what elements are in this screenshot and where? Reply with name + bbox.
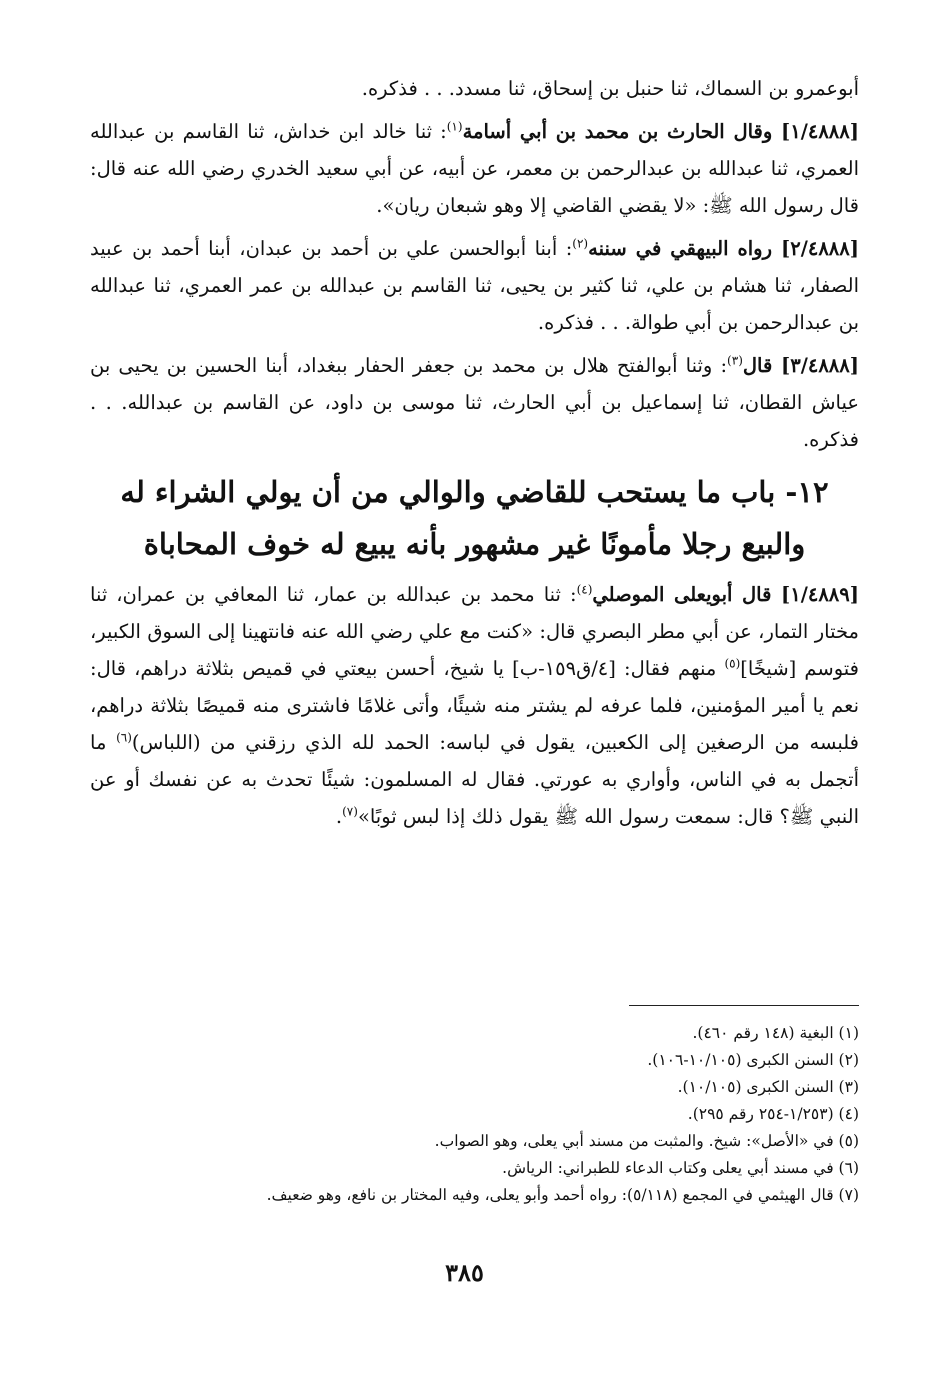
- hadith-heading: [١/٤٨٨٩] قال أبويعلى الموصلي: [592, 583, 859, 606]
- footnote-6: (٦) في مسند أبي يعلى وكتاب الدعاء للطبراني: الرياش.: [502, 1159, 859, 1177]
- chapter-heading: [90, 466, 859, 570]
- hadith-text-a: : ثنا محمد بن عبدالله بن عمار، ثنا المعافي بن عمران، ثنا مختار التمار، عن أبي مطر البصري قال: «كنت مع علي رضي الله عنه فانتهينا إلى السوق الكبير، فتوسم [شيخًا]: [90, 583, 859, 680]
- footnote-ref[interactable]: (٣): [727, 353, 743, 368]
- chapter-heading-line-1: ١٢- باب ما يستحب للقاضي والوالي من أن يولي الشراء له: [120, 475, 829, 509]
- footnotes: [90, 1020, 859, 1209]
- footnote-ref[interactable]: (٧): [342, 804, 358, 819]
- footnote-3: (٣) السنن الكبرى (١٠/١٠٥).: [677, 1078, 859, 1096]
- hadith-4888-3: [90, 347, 859, 458]
- footnote-1: (١) البغية (١٤٨ رقم ٤٦٠).: [692, 1024, 859, 1042]
- hadith-text-b: منهم فقال: [٤/ق١٥٩-ب] يا شيخ، أحسن بيعتي في قميص بثلاثة دراهم، قال: نعم يا أمير المؤمنين، فلما عرفه لم يشتر منه شيئًا، وأتى غلامًا فاشترى منه قميصًا بثلاثة دراهم، فلبسه من الرصغين إلى الكعبين، يقول في لباسه: الحمد لله الذي رزقني من (اللباس): [90, 657, 860, 754]
- hadith-text-d: .: [335, 805, 343, 828]
- hadith-4889-1: [90, 576, 859, 835]
- hadith-4888-2: [90, 230, 859, 341]
- footnote-ref[interactable]: (١): [446, 119, 463, 134]
- hadith-heading: [٢/٤٨٨٨] رواه البيهقي في سننه: [588, 237, 859, 260]
- footnote-separator: [629, 1005, 859, 1006]
- footnote-ref[interactable]: (٥): [724, 656, 741, 671]
- footnote-7: (٧) قال الهيثمي في المجمع (٥/١١٨): رواه أحمد وأبو يعلى، وفيه المختار بن نافع، وهو ضعيف.: [266, 1186, 859, 1204]
- hadith-text: : ثنا خالد ابن خداش، ثنا القاسم بن عبدالله العمري، ثنا عبدالله بن عبدالرحمن بن معمر، عن أبيه، عن أبي سعيد الخدري رضي الله عنه قال: قال رسول الله ﷺ: «لا يقضي القاضي إلا وهو شبعان ريان».: [90, 120, 859, 217]
- paragraph-0: أبوعمرو بن السماك، ثنا حنبل بن إسحاق، ثنا مسدد. . . فذكره.: [361, 77, 859, 100]
- footnote-4: (٤) (١/٢٥٣-٢٥٤ رقم ٢٩٥).: [687, 1105, 859, 1123]
- page-number: ٣٨٥: [445, 1258, 484, 1287]
- chapter-heading-line-2: والبيع رجلا مأمونًا غير مشهور بأنه يبيع له خوف المحاباة: [143, 527, 806, 561]
- footnote-ref[interactable]: (٦): [116, 730, 132, 745]
- footnote-ref[interactable]: (٢): [572, 236, 589, 251]
- footnote-2: (٢) السنن الكبرى (١٠/١٠٥-١٠٦).: [647, 1051, 859, 1069]
- hadith-heading: [٣/٤٨٨٨] قال: [742, 354, 859, 377]
- page-body: [90, 70, 859, 841]
- hadith-text: : وثنا أبوالفتح هلال بن محمد بن جعفر الحفار ببغداد، أبنا الحسين بن يحيى بن عياش القطان، ثنا إسماعيل بن أبي الحارث، ثنا موسى بن داود، عن القاسم بن عبدالله. . . فذكره.: [90, 354, 859, 451]
- hadith-text-c: ما أتجمل به في الناس، وأواري به عورتي. فقال له المسلمون: شيئًا تحدث به عن نفسك أو عن النبي ﷺ؟ قال: سمعت رسول الله ﷺ يقول ذلك إذا لبس ثوبًا»: [90, 731, 859, 828]
- hadith-text: : أبنا أبوالحسن علي بن أحمد بن عبدان، أبنا أحمد بن عبيد الصفار، ثنا هشام بن علي، ثنا كثير بن يحيى، ثنا القاسم بن عبدالله بن عمر العمري، ثنا عبدالله بن عبدالرحمن بن أبي طوالة. . . فذكره.: [90, 237, 859, 334]
- hadith-4888-1: [90, 113, 859, 224]
- hadith-heading: [١/٤٨٨٨] وقال الحارث بن محمد بن أبي أسامة: [462, 120, 859, 143]
- footnote-ref[interactable]: (٤): [576, 582, 593, 597]
- footnote-5: (٥) في «الأصل»: شيخ. والمثبت من مسند أبي يعلى، وهو الصواب.: [434, 1132, 859, 1150]
